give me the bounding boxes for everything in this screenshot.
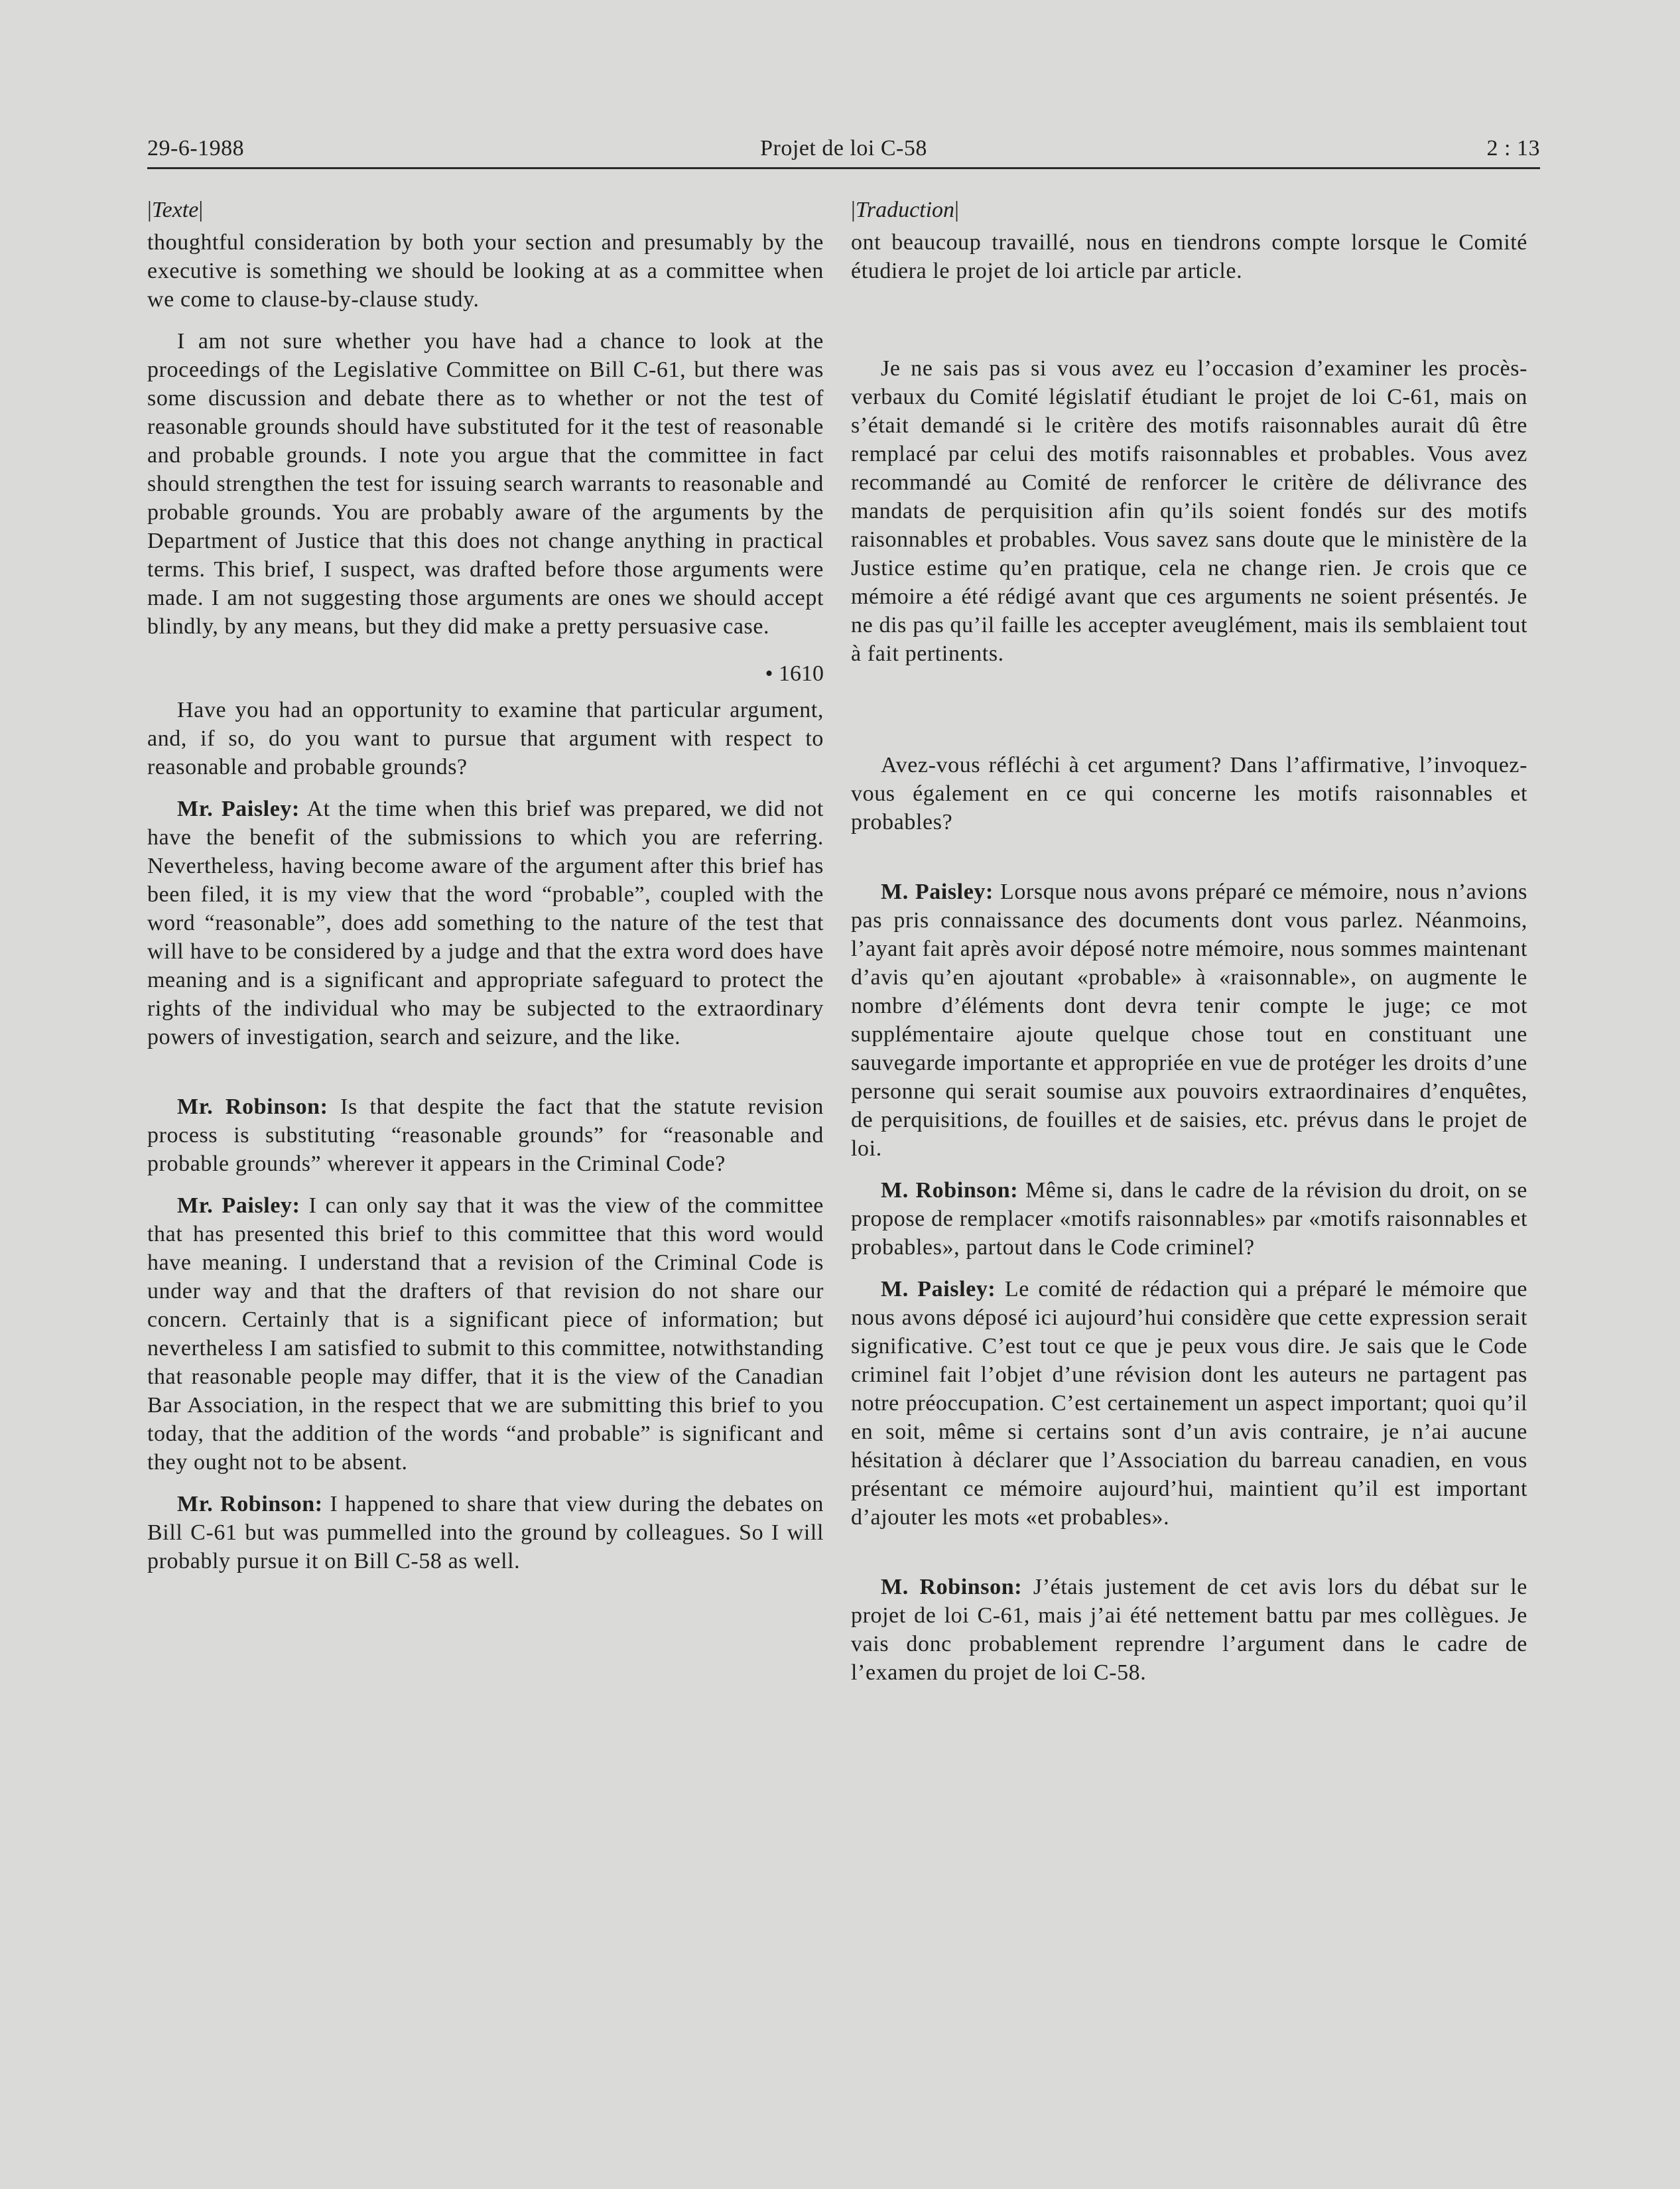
right-paragraph-7	[851, 1573, 1527, 1687]
right-paragraph-1: ont beaucoup travaillé, nous en tiendrons compte lorsque le Comité étudiera le projet de loi article par article.	[851, 230, 1527, 283]
speech-text: Même si, dans le cadre de la révision du droit, on se propose de remplacer «motifs raisonnables» par «motifs raisonnables et probables», partout dans le Code criminel?	[851, 1178, 1527, 1260]
right-paragraph-2: Je ne sais pas si vous avez eu l’occasion d’examiner les procès-verbaux du Comité législatif étudiant le projet de loi C-61, mais on s’était demandé si le critère des motifs raisonnables aurait dû être remplacé par celui des motifs raisonnables et probables. Vous avez recommandé au Comité de renforcer le critère de délivrance des mandats de perquisition afin qu’ils soient fondés sur des motifs raisonnables et probables. Vous savez sans doute que le ministère de la Justice estime qu’en pratique, cela ne change rien. Je crois que ce mémoire a été rédigé avant que ces arguments ne soient présentés. Je ne dis pas qu’il faille les accepter aveuglément, mais ils semblaient tout à fait pertinents.	[851, 356, 1527, 666]
traduction-label: |Traduction|	[851, 198, 959, 222]
left-paragraph-7	[147, 1490, 824, 1575]
texte-label: |Texte|	[147, 198, 204, 222]
speaker-name: Mr. Paisley:	[177, 1193, 300, 1218]
speaker-name: Mr. Paisley:	[177, 797, 300, 821]
speech-text: At the time when this brief was prepared, we did not have the benefit of the submissions to which you are referring. Nevertheless, having become aware of the argument after this brief has been filed, it is my view that the word “probable”, coupled with the word “reasonable”, does add something to the nature of the test that will have to be considered by a judge and that the extra word does have meaning and is a significant and appropriate safeguard to protect the rights of the individual who may be subjected to the extraordinary powers of investigation, search and seizure, and the like.	[147, 797, 824, 1049]
header-title: Projet de loi C-58	[760, 136, 927, 161]
speaker-name: M. Robinson:	[881, 1575, 1023, 1599]
left-paragraph-3: Have you had an opportunity to examine that particular argument, and, if so, do you want to pursue that argument with respect to reasonable and probable grounds?	[147, 698, 824, 779]
left-paragraph-1: thoughtful consideration by both your section and presumably by the executive is something we should be looking at as a committee when we come to clause-by-clause study.	[147, 230, 824, 312]
left-paragraph-6	[147, 1191, 824, 1477]
right-paragraph-4	[851, 878, 1527, 1163]
speaker-name: Mr. Robinson:	[177, 1492, 323, 1516]
header-page-number: 2 : 13	[1486, 136, 1540, 161]
right-paragraph-6	[851, 1275, 1527, 1532]
french-column	[851, 198, 1527, 1687]
speech-text: Le comité de rédaction qui a préparé le mémoire que nous avons déposé ici aujourd’hui considère que cette expression serait significative. C’est tout ce que je peux vous dire. Je sais que le Code criminel fait l’objet d’une révision dont les auteurs ne partagent pas notre préoccupation. C’est certainement un aspect important; quoi qu’il en soit, même si certains sont d’un avis contraire, je n’ai aucune hésitation à déclarer que l’Association du barreau canadien, en vous présentant ce mémoire aujourd’hui, maintient qu’il est important d’ajouter les mots «et probables».	[851, 1277, 1528, 1530]
time-marker: • 1610	[765, 661, 824, 686]
english-column	[147, 198, 824, 1575]
speech-text: I can only say that it was the view of the committee that has presented this brief to this committee that this word would have meaning. I understand that a revision of the Criminal Code is under way and that the drafters of that revision do not share our concern. Certainly that is a significant piece of information; but nevertheless I am satisfied to submit to this committee, notwithstanding that reasonable people may differ, that it is the view of the Canadian Bar Association, in the respect that we are submitting this brief to you today, that the addition of the words “and probable” is significant and they ought not to be absent.	[147, 1193, 824, 1475]
left-paragraph-5	[147, 1093, 824, 1178]
speaker-name: M. Paisley:	[881, 880, 994, 904]
speech-text: J’étais justement de cet avis lors du débat sur le projet de loi C-61, mais j’ai été nettement battu par mes collègues. Je vais donc probablement reprendre l’argument dans le cadre de l’examen du projet de loi C-58.	[851, 1575, 1527, 1685]
speech-text: I happened to share that view during the debates on Bill C-61 but was pummelled into the ground by colleagues. So I will probably pursue it on Bill C-58 as well.	[147, 1492, 824, 1573]
right-paragraph-3: Avez-vous réfléchi à cet argument? Dans l’affirmative, l’invoquez-vous également en ce qui concerne les motifs raisonnables et probables?	[851, 753, 1527, 834]
right-paragraph-5	[851, 1176, 1527, 1262]
speaker-name: M. Robinson:	[881, 1178, 1019, 1203]
speech-text: Is that despite the fact that the statute revision process is substituting “reasonable grounds” for “reasonable and probable grounds” wherever it appears in the Criminal Code?	[147, 1094, 824, 1176]
left-paragraph-4	[147, 795, 824, 1051]
speech-text: Lorsque nous avons préparé ce mémoire, nous n’avions pas pris connaissance des documents dont vous parlez. Néanmoins, l’ayant fait après avoir déposé notre mémoire, nous sommes maintenant d’avis qu’en ajoutant «probable» à «raisonnable», on augmente le nombre d’éléments dont devra tenir compte le juge; ce mot supplémentaire ajoute quelque chose tout en constituant une sauvegarde importante et appropriée en vue de protéger les droits d’une personne qui serait soumise aux pouvoirs extraordinaires d’enquêtes, de perquisitions, de fouilles et de saisies, etc. prévus dans le projet de loi.	[851, 880, 1527, 1161]
header-rule	[147, 167, 1540, 169]
header-date: 29-6-1988	[147, 136, 245, 161]
speaker-name: Mr. Robinson:	[177, 1094, 328, 1119]
speaker-name: M. Paisley:	[881, 1277, 996, 1301]
left-paragraph-2: I am not sure whether you have had a chance to look at the proceedings of the Legislative Committee on Bill C-61, but there was some discussion and debate there as to whether or not the test of reasonable grounds should have substituted for it the test of reasonable and probable grounds. I note you argue that the committee in fact should strengthen the test for issuing search warrants to reasonable and probable grounds. You are probably aware of the arguments by the Department of Justice that this does not change anything in practical terms. This brief, I suspect, was drafted before those arguments were made. I am not suggesting those arguments are ones we should accept blindly, by any means, but they did make a pretty persuasive case.	[147, 329, 824, 639]
